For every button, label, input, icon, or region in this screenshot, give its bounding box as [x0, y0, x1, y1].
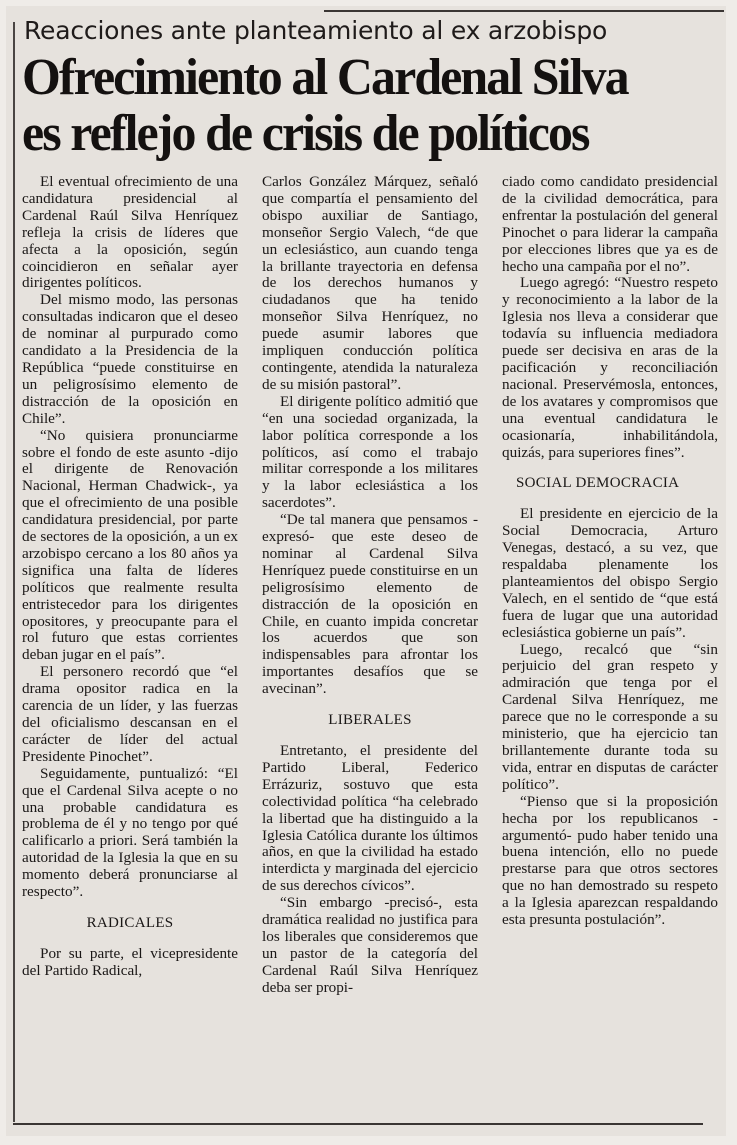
headline-line-1: Ofrecimiento al Cardenal Silva [22, 49, 628, 106]
paragraph: Entretanto, el presidente del Partido Liberal, Federico Errázuriz, sostuvo que esta colectividad política “ha celebrado la libertad que ha distinguido a la Iglesia Católica durante los últimos años, en que la civilidad ha estado interdicta y marginada del ejercicio de sus derechos cívicos”. [262, 742, 478, 895]
paragraph: “No quisiera pronunciarme sobre el fondo de este asunto -dijo el dirigente de Renovación Nacional, Herman Chadwick-, ya que el ofrecimiento de una posible candidatura presidencial, por parte de sectores de la oposición, a un ex arzobispo cercano a los 80 años ya significa una falta de líderes políticos que realmente resulta entristecedor para los dirigentes opositores, y preocupante para el rol futuro que estas corrientes deban jugar en el país”. [22, 426, 238, 664]
kicker: Reacciones ante planteamiento al ex arzobispo [24, 16, 608, 45]
paragraph: El presidente en ejercicio de la Social Democracia, Arturo Venegas, destacó, a su vez, que respaldaba plenamente los planteamientos del obispo Sergio Valech, en el sentido de “que está fuera de lugar que una autoridad eclesiástica gobierne un país”. [502, 505, 718, 641]
paragraph: Seguidamente, puntualizó: “El que el Cardenal Silva acepte o no una probable candidatura es problema de él y no tengo por qué calificarlo a priori. Será también la autoridad de la Iglesia la que en su momento deberá pronunciarse al respecto”. [22, 764, 238, 901]
paragraph: El dirigente político admitió que “en una sociedad organizada, la labor política corresponde a los políticos, así como el trabajo militar corresponde a los militares y la labor eclesiástica a los sacerdotes”. [262, 392, 478, 512]
paragraph: “Sin embargo -precisó-, esta dramática realidad no justifica para los liberales que consideremos que un pastor de la categoría del Cardenal Raúl Silva Henríquez deba ser propi- [262, 894, 478, 996]
top-rule [324, 10, 724, 12]
paragraph: El personero recordó que “el drama opositor radica en la carencia de un líder, y las fuerzas del oficialismo descansan en el carácter de líder del actual Presidente Pinochet”. [22, 663, 238, 765]
paragraph: Luego, recalcó que “sin perjuicio del gran respeto y admiración que tenga por el Cardenal Silva Henríquez, me parece que no le corresponde a su ministerio, que ha ejercicio tan brillantemente durante toda su vida, entrar en disputas de carácter político”. [502, 640, 718, 793]
newspaper-clipping [6, 6, 726, 1136]
paragraph: “De tal manera que pensamos -expresó- que este deseo de nominar al Cardenal Silva Henríquez puede constituirse en un peligrosísimo elemento de distracción de la oposición en Chile, en cuanto impida concretar los acuerdos que son indispensables para afrontar los importantes desafíos que se avecinan”. [262, 511, 478, 698]
column-3 [502, 174, 718, 929]
paragraph: Por su parte, el vicepresidente del Partido Radical, [22, 944, 238, 979]
paragraph: El eventual ofrecimiento de una candidatura presidencial al Cardenal Raúl Silva Henríquez refleja la crisis de líderes que afecta a la oposición, según coincidieron en señalar ayer dirigentes políticos. [22, 173, 238, 292]
column-1 [22, 174, 238, 980]
bottom-rule [13, 1123, 703, 1125]
section-subhead: RADICALES [86, 914, 174, 931]
headline-line-2: es reflejo de crisis de políticos [22, 105, 589, 162]
left-rule [13, 22, 15, 1122]
paragraph: Carlos González Márquez, señaló que compartía el pensamiento del obispo auxiliar de Santiago, monseñor Sergio Valech, “de que un eclesiástico, aun cuando tenga la brillante trayectoria en defensa de los derechos humanos y ciudadanos que ha tenido monseñor Silva Henríquez, no puede asumir labores que impliquen conducción política contingente, atendida la naturaleza de su misión pastoral”. [262, 173, 478, 393]
paragraph: Luego agregó: “Nuestro respeto y reconocimiento a la labor de la Iglesia nos lleva a considerar que todavía su influencia mediadora puede ser decisiva en aras de la pacificación y reconciliación nacional. Preservémosla, entonces, de los avatares y compromisos que una eventual candidatura le ocasionaría, inhabilitándola, quizás, para superiores fines”. [502, 274, 718, 461]
paragraph: Del mismo modo, las personas consultadas indicaron que el deseo de nominar al purpurado como candidato a la Presidencia de la República “puede constituirse en un peligrosísimo elemento de distracción de la oposición en Chile”. [22, 291, 238, 427]
paragraph: “Pienso que si la proposición hecha por los republicanos -argumentó- pudo haber tenido una buena intención, ello no puede prestarse para que otros sectores que no han demostrado su respeto a la Iglesia aparezcan respaldando esta presunta postulación”. [502, 792, 718, 929]
column-2 [262, 174, 478, 997]
section-subhead: LIBERALES [328, 712, 412, 729]
paragraph: ciado como candidato presidencial de la civilidad democrática, para enfrentar la postulación del general Pinochet o para liderar la campaña por elecciones libres que ya es de hecho una campaña por el no”. [502, 173, 718, 275]
headline [22, 50, 694, 162]
section-subhead: SOCIAL DEMOCRACIA [516, 475, 680, 492]
